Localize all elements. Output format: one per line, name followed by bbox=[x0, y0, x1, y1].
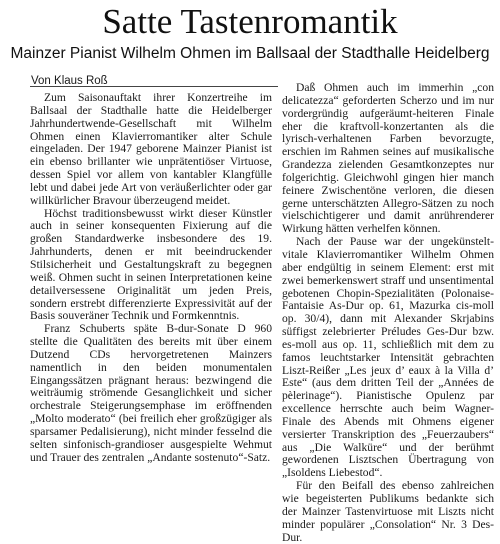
article-author: Von Klaus Roß bbox=[31, 75, 108, 87]
article-paragraph: Zum Saisonauftakt ihrer Konzertreihe im Ballsaal der Stadthalle hatte die Heidelberger Jahrhundertwende-Gesellschaft mit Wilhelm Ohmen einen Klavierromantiker alter Schule eingeladen. Der 1947 geborene Mainzer Pianist ist ein ebenso brillanter wie unprätentiöser Virtuose, dessen Spiel vor allem von kantabler Klangfülle lebt und dabei jede Art von veräußerlichter oder gar willkürlicher Bravour überzeugend meidet. bbox=[30, 91, 272, 207]
article-paragraph: Höchst traditionsbewusst wirkt dieser Künstler auch in seiner konsequenten Fixierung auf die großen Standardwerke insbesondere des 19. Jahrhunderts, denen er mit beeindruckender Stilsicherheit und Gestaltungskraft zu begegnen weiß. Ohmen sucht in seinen Interpretationen keine detailversessene Originalität um jeden Preis, sondern erstrebt differenzierte Expressivität auf der Basis souveräner Technik und Formkenntnis. bbox=[30, 206, 272, 323]
article-headline: Satte Tastenromantik bbox=[102, 2, 398, 41]
article-column-right bbox=[282, 82, 494, 544]
article-paragraph: Franz Schuberts späte B-dur-Sonate D 960 stellte die Qualitäten des bereits mit über einem Dutzend CDs hervorgetretenen Mainzers namentlich in den beiden monumentalen Eingangssätzen prägnant heraus: bezwingend die weiträumig strömende Gesanglichkeit und sicher orchestrale Steigerungsemphase im eröffnenden „Molto moderato“ (bei freilich eher großzügiger als sparsamer Pedalisierung), nicht minder fesselnd die selten sinfonisch-grandioser ausgespielte Wehmut und Trauer des zentralen „Andante sostenuto“-Satz. bbox=[30, 322, 272, 464]
author-divider bbox=[30, 86, 278, 87]
article-paragraph: Für den Beifall des ebenso zahlreichen wie begeisterten Publikums bedankte sich der Mainzer Tastenvirtuose mit Liszts nicht minder populärer „Consolation“ Nr. 3 Des-Dur. bbox=[282, 479, 494, 544]
article-paragraph: Daß Ohmen auch im immerhin „con delicatezza“ geforderten Scherzo und im nur vordergründig aufgeräumt-heiteren Finale eher die kraftvoll-konzertanten als die lyrisch-verhaltenen Farben bevorzugte, erschien im Rahmen seines auf musikalische Grandezza zielenden Gesamtkonzeptes nur folgerichtig. Gleichwohl gingen hier manch feinere Zwischentöne verloren, die diesen gerne unterschätzten Allegro-Sätzen zu noch vielschichtigerer und damit anrührenderer Wirkung hätten verhelfen können. bbox=[282, 81, 494, 236]
article-paragraph: Nach der Pause war der ungekünstelt-vitale Klavierromantiker Wilhelm Ohmen aber endgültig in seinem Element: erst mit zwei bemerkenswert straff und unsentimental gebotenen Chopin-Spezialitäten (Polonaise-Fantaisie As-Dur op. 61, Mazurka cis-moll op. 30/4), dann mit Alexander Skrjabins süffigst zelebrierter Préludes Ges-Dur bzw. es-moll aus op. 11, schließlich mit dem zu famos leuchtstarker Intensität gebrachten Liszt-Reißer „Les jeux d’ eaux à la Villa d’ Este“ (aus dem dritten Teil der „Années de pèlerinage“). Pianistische Opulenz par excellence herrschte auch beim Wagner-Finale des Abends mit Ohmens eigener versierter Transkription des „Feuerzaubers“ aus „Die Walküre“ und der berühmt gewordenen Lisztschen Übertragung von „Isoldens Liebestod“. bbox=[282, 235, 494, 480]
article-column-left bbox=[30, 92, 272, 464]
article-subheadline: Mainzer Pianist Wilhelm Ohmen im Ballsaal der Stadthalle Heidelberg bbox=[10, 45, 490, 62]
